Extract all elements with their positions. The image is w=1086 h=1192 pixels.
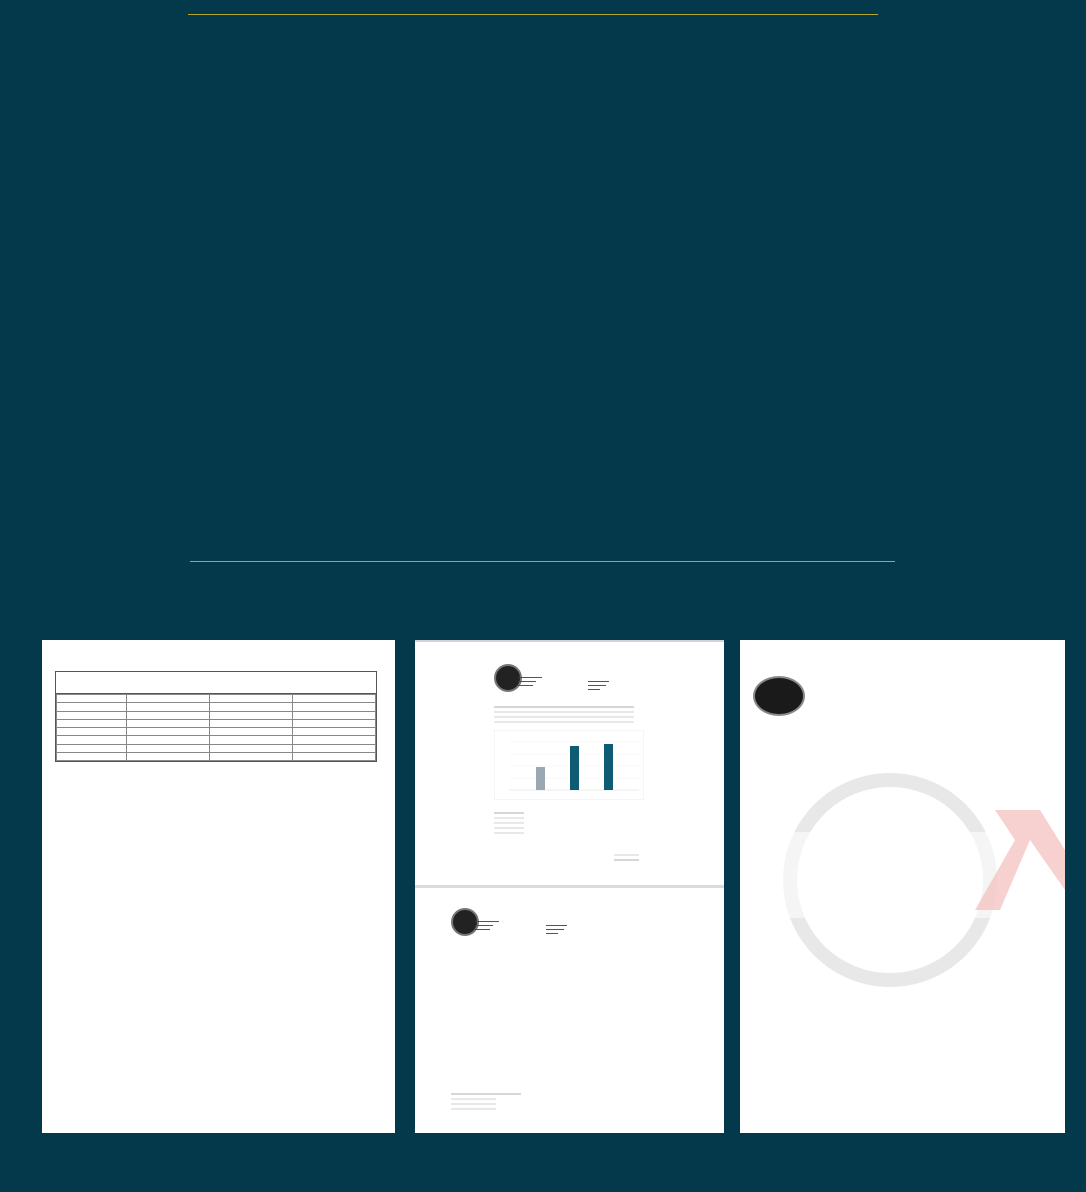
report-address: ▬▬▬▬▬▬▬▬ ▬▬▬▬▬▬ ▬▬▬▬▬ bbox=[475, 919, 499, 931]
certificate-of-employment bbox=[740, 640, 1065, 1133]
column-header bbox=[210, 695, 293, 703]
chart-bar bbox=[536, 767, 545, 790]
reports-panel bbox=[415, 640, 724, 1133]
column-header bbox=[127, 695, 210, 703]
everyday-sold-sheet bbox=[42, 640, 395, 1133]
column-header bbox=[293, 695, 376, 703]
column-header bbox=[57, 695, 127, 703]
sales-report-page bbox=[415, 640, 724, 885]
summary-header bbox=[293, 744, 376, 752]
report-address: ▬▬▬▬▬▬▬▬ ▬▬▬▬▬▬ ▬▬▬▬▬ bbox=[518, 675, 542, 687]
summary-cell bbox=[127, 752, 210, 760]
report-contact: ▬▬▬▬▬▬▬ ▬▬▬▬▬▬ ▬▬▬▬ bbox=[588, 679, 609, 691]
graphix-logo-icon bbox=[753, 676, 805, 716]
report-contact: ▬▬▬▬▬▬▬ ▬▬▬▬▬▬ ▬▬▬▬ bbox=[546, 923, 567, 935]
summary-header bbox=[210, 744, 293, 752]
chart-bar bbox=[604, 744, 613, 790]
summary-cell bbox=[293, 752, 376, 760]
summary-cell bbox=[57, 752, 127, 760]
summary-cell bbox=[210, 752, 293, 760]
footer-divider bbox=[190, 561, 895, 562]
summary-header bbox=[127, 744, 210, 752]
sheet-title bbox=[56, 672, 376, 694]
summary-header bbox=[57, 744, 127, 752]
header-divider bbox=[188, 14, 878, 15]
spreadsheet bbox=[55, 671, 377, 762]
everyday-sales-report-page bbox=[415, 888, 724, 1133]
graphix-watermark bbox=[740, 770, 1065, 1000]
sales-table bbox=[56, 694, 376, 761]
chart-bar bbox=[570, 746, 579, 790]
everyday-sales-grid bbox=[451, 950, 691, 1088]
sales-bar-chart bbox=[494, 730, 644, 800]
